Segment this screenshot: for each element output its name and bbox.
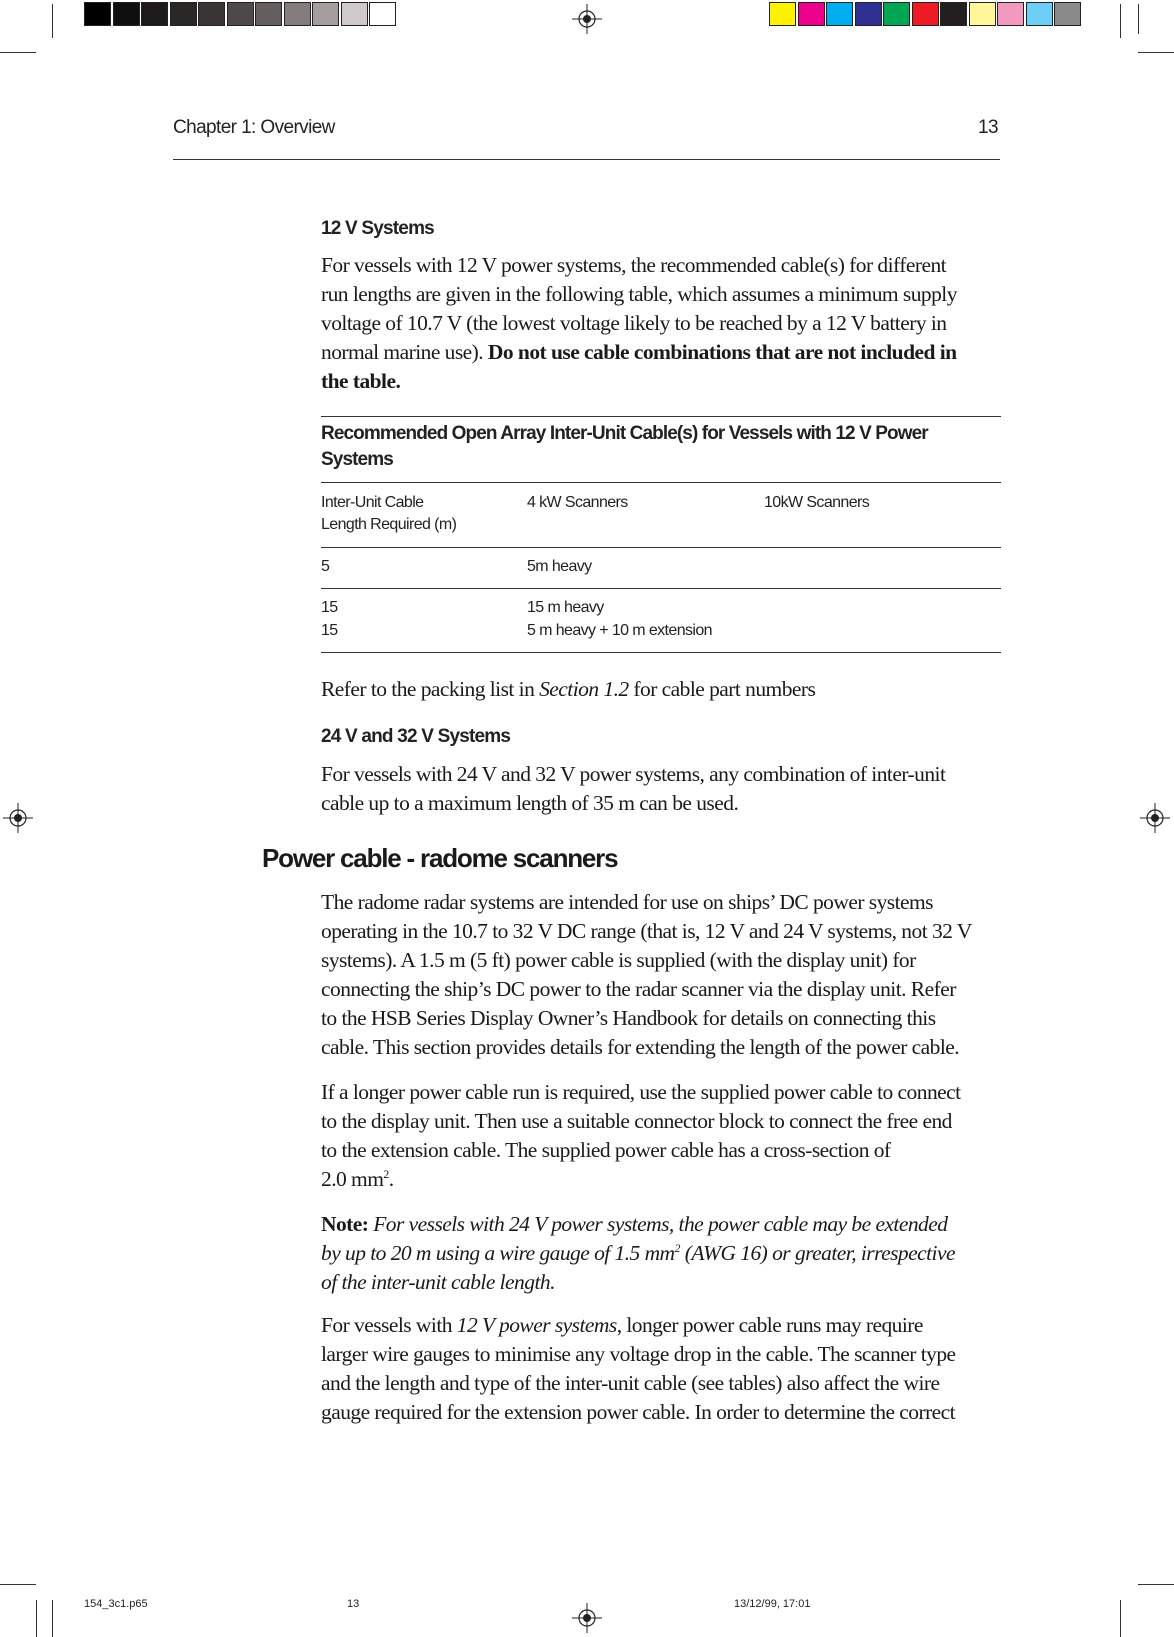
text-line [321, 338, 1001, 367]
crop-mark [52, 1600, 53, 1637]
section-24v-paragraph [321, 760, 1001, 818]
gray-swatch [141, 2, 168, 26]
emphasis-text: 12 V power systems [456, 1313, 617, 1337]
text-line [321, 367, 1001, 396]
crop-mark [0, 1584, 36, 1585]
header-rule [173, 159, 1000, 160]
text-line: cable. This section provides details for extending the length of the power cable. [321, 1035, 960, 1059]
crop-mark [0, 52, 36, 53]
crop-mark [1138, 52, 1174, 53]
gray-swatch [113, 2, 140, 26]
text-normal: for cable part numbers [628, 677, 816, 701]
color-swatch [798, 2, 825, 26]
page-number: 13 [978, 117, 998, 138]
note-text: of the inter-unit cable length. [321, 1270, 555, 1294]
refer-paragraph [321, 675, 1001, 704]
gray-swatch [369, 2, 396, 26]
text-line [321, 1311, 1001, 1340]
note-label: Note: [321, 1212, 369, 1236]
section-heading-12v: 12 V Systems [321, 218, 434, 239]
text-line: connecting the ship’s DC power to the radar scanner via the display unit. Refer [321, 977, 956, 1001]
text-line: and the length and type of the inter-unit cable (see tables) also affect the wire [321, 1371, 940, 1395]
crop-mark [1120, 4, 1121, 38]
gray-swatch [84, 2, 111, 26]
crop-mark [52, 4, 53, 38]
table-cell-length: 15 [321, 622, 338, 639]
gray-swatch [341, 2, 368, 26]
color-swatch [997, 2, 1024, 26]
note-paragraph [321, 1210, 1001, 1297]
gray-swatch [227, 2, 254, 26]
text-line: For vessels with 24 V and 32 V power systems, any combination of inter-unit [321, 762, 946, 786]
text-normal: normal marine use). [321, 340, 488, 364]
text-line [321, 1210, 1001, 1239]
table-cell-4kw: 5 m heavy + 10 m extension [527, 622, 712, 639]
chapter-title: Chapter 1: Overview [173, 117, 335, 138]
table-title-line: Recommended Open Array Inter-Unit Cable(s) for Vessels with 12 V Power [321, 423, 928, 444]
color-swatch [1054, 2, 1081, 26]
table-row-rule [321, 588, 1001, 589]
table-header-10kw: 10kW Scanners [764, 494, 870, 511]
text-normal: Refer to the packing list in [321, 677, 540, 701]
warning-text: the table. [321, 369, 401, 393]
color-swatch [855, 2, 882, 26]
crop-mark [1138, 1584, 1174, 1585]
text-line: gauge required for the extension power cable. In order to determine the correct [321, 1400, 956, 1424]
table-cell-4kw: 15 m heavy [527, 599, 604, 616]
crop-mark [1120, 1600, 1121, 1637]
table-header-length [321, 492, 456, 536]
text-line [321, 1165, 1001, 1194]
table-cell-length: 15 [321, 599, 338, 616]
crop-mark [1138, 4, 1139, 34]
gray-swatch [284, 2, 311, 26]
table-cell-4kw: 5m heavy [527, 558, 592, 575]
text-line: larger wire gauges to minimise any voltage drop in the cable. The scanner type [321, 1342, 956, 1366]
color-swatch [940, 2, 967, 26]
color-swatch [969, 2, 996, 26]
note-text: by up to 20 m using a wire gauge of 1.5 mm [321, 1241, 675, 1265]
registration-mark-icon [572, 1603, 602, 1633]
superscript: 2 [674, 1240, 680, 1255]
text-line: cable up to a maximum length of 35 m can be used. [321, 791, 739, 815]
table-header-rule [321, 482, 1001, 483]
text-line: voltage of 10.7 V (the lowest voltage likely to be reached by a 12 V battery in [321, 311, 947, 335]
power-cable-paragraph-4 [321, 1311, 1001, 1427]
text-line [321, 1268, 1001, 1297]
note-text: (AWG 16) or greater, irrespective [679, 1241, 955, 1265]
gray-swatch [312, 2, 339, 26]
power-cable-paragraph-1 [321, 888, 1001, 1062]
text-line: systems). A 1.5 m (5 ft) power cable is supplied (with the display unit) for [321, 948, 916, 972]
color-swatch [769, 2, 796, 26]
text-line: to the HSB Series Display Owner’s Handbook for details on connecting this [321, 1006, 936, 1030]
text-normal: , longer power cable runs may require [616, 1313, 923, 1337]
section-heading-24v: 24 V and 32 V Systems [321, 726, 511, 747]
gray-swatch [198, 2, 225, 26]
color-swatch [826, 2, 853, 26]
text-line: For vessels with 12 V power systems, the recommended cable(s) for different [321, 253, 947, 277]
text-line: run lengths are given in the following table, which assumes a minimum supply [321, 282, 957, 306]
color-swatch [912, 2, 939, 26]
color-swatch [883, 2, 910, 26]
text-normal: For vessels with [321, 1313, 457, 1337]
registration-mark-icon [572, 4, 602, 34]
table-title-line: Systems [321, 449, 393, 470]
warning-text: Do not use cable combinations that are not included in [487, 340, 957, 364]
table-row-rule [321, 547, 1001, 548]
footer-timestamp: 13/12/99, 17:01 [734, 1598, 811, 1610]
power-cable-paragraph-2 [321, 1078, 1001, 1194]
header-text: Length Required (m) [321, 516, 457, 533]
footer-filename: 154_3c1.p65 [84, 1598, 148, 1610]
table-top-rule [321, 416, 1001, 417]
section-reference: Section 1.2 [539, 677, 629, 701]
table-header-4kw: 4 kW Scanners [527, 494, 628, 511]
registration-mark-icon [3, 803, 33, 833]
section-12v-paragraph [321, 251, 1001, 396]
header-text: Inter-Unit Cable [321, 494, 424, 511]
table-cell-length: 5 [321, 558, 330, 575]
text-line: The radome radar systems are intended for use on ships’ DC power systems [321, 890, 934, 914]
text-line: to the display unit. Then use a suitable connector block to connect the free end [321, 1109, 952, 1133]
superscript: 2 [383, 1166, 389, 1181]
text-line: to the extension cable. The supplied power cable has a cross-section of [321, 1138, 891, 1162]
text-normal: 2.0 mm [321, 1167, 384, 1191]
gray-swatch [170, 2, 197, 26]
text-normal: . [388, 1167, 394, 1191]
color-swatch [1026, 2, 1053, 26]
crop-mark [36, 1600, 37, 1637]
table-title [321, 421, 1001, 473]
gray-swatch [255, 2, 282, 26]
text-line: If a longer power cable run is required, use the supplied power cable to connect [321, 1080, 961, 1104]
footer-page: 13 [347, 1598, 360, 1610]
text-line [321, 1239, 1001, 1268]
registration-mark-icon [1140, 803, 1170, 833]
note-text: For vessels with 24 V power systems, the power cable may be extended [368, 1212, 948, 1236]
section-heading-power-cable: Power cable - radome scanners [262, 843, 618, 873]
table-bottom-rule [321, 652, 1001, 653]
text-line: operating in the 10.7 to 32 V DC range (that is, 12 V and 24 V systems, not 32 V [321, 919, 972, 943]
